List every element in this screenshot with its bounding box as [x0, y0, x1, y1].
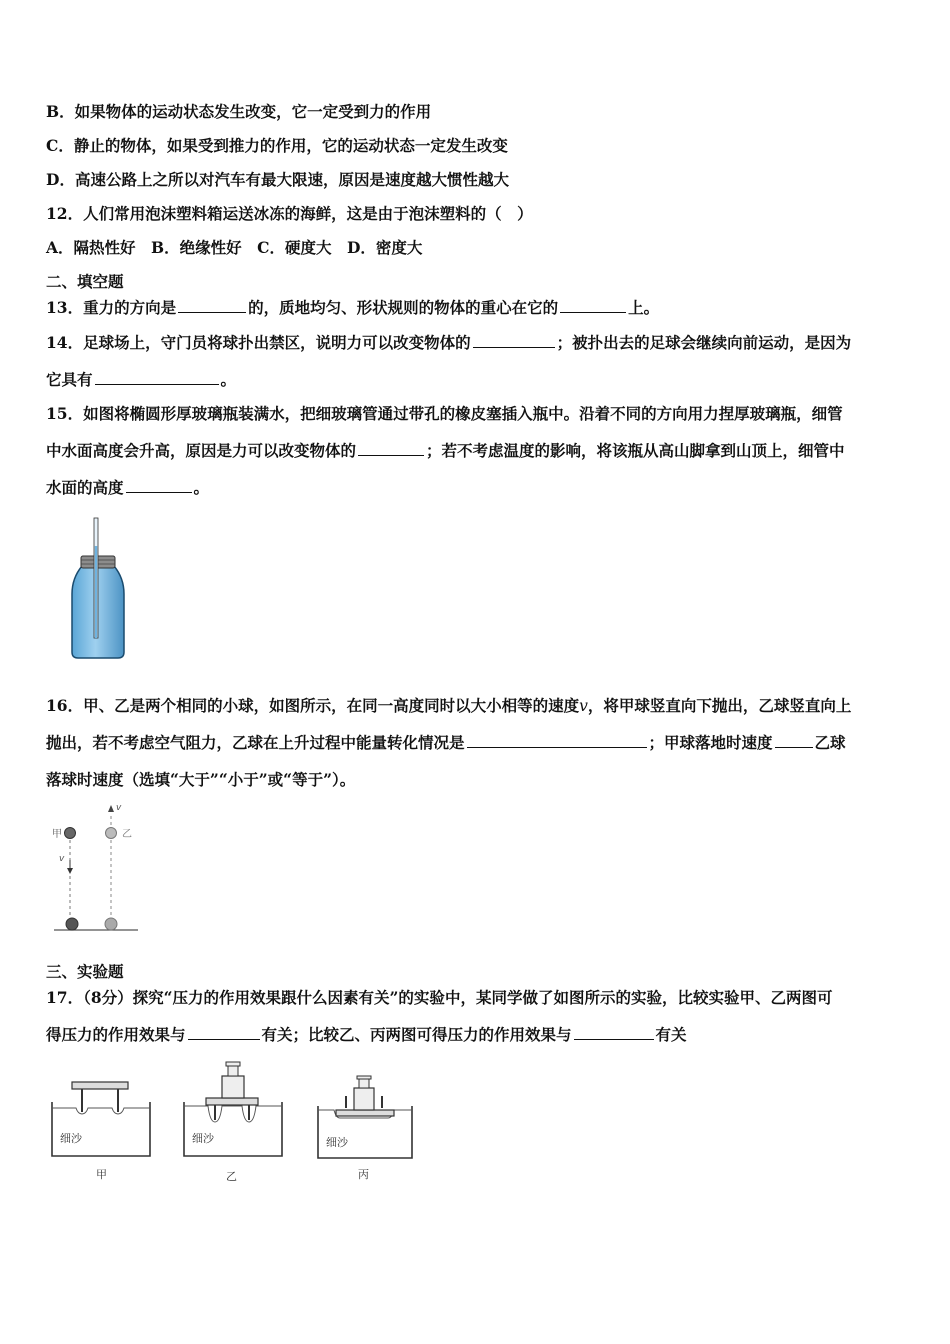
sand-label-jia: 细沙: [60, 1132, 82, 1145]
table-top-jia: [72, 1082, 128, 1089]
q13-blank-2[interactable]: [560, 298, 626, 313]
q14-line-1: [46, 333, 851, 353]
bottle-figure: [68, 516, 128, 666]
tray-bing: [318, 1076, 412, 1181]
q16-text-1b: ，将甲球竖直向下抛出，乙球竖直向上: [587, 696, 852, 715]
q16-text-2b: ；甲球落地时速度: [648, 733, 773, 752]
q15-line-3: [46, 478, 209, 498]
weight-yi: [222, 1076, 244, 1098]
balls-figure: [46, 800, 146, 938]
q16-text-1a: 16．甲、乙是两个相同的小球，如图所示，在同一高度同时以大小相等的速度: [46, 696, 580, 715]
q15-text-3a: 水面的高度: [46, 478, 124, 497]
up-arrow-icon: [108, 805, 114, 812]
q11-option-c: C．静止的物体，如果受到推力的作用，它的运动状态一定发生改变: [46, 136, 508, 155]
q16-line-1: [46, 696, 851, 716]
q15-blank-1[interactable]: [358, 441, 424, 456]
q17-text-2a: 得压力的作用效果与: [46, 1025, 186, 1044]
q13-text-3: 上。: [628, 298, 660, 317]
q13-text-2: 的，质地均匀、形状规则的物体的重心在它的: [248, 298, 559, 317]
q14-line-2: [46, 370, 236, 390]
ball-jia-ground: [66, 918, 78, 930]
ball-yi-top: [106, 828, 117, 839]
q12-stem: 12．人们常用泡沫塑料箱运送冰冻的海鲜，这是由于泡沫塑料的（ ）: [46, 204, 533, 223]
q16-velocity-symbol: v: [579, 697, 588, 715]
sand-label-bing: 细沙: [326, 1136, 348, 1149]
q14-blank-1[interactable]: [473, 333, 555, 348]
q11-option-d: D．高速公路上之所以对汽车有最大限速，原因是速度越大惯性越大: [46, 170, 509, 189]
section-fill-blank: 二、填空题: [46, 272, 124, 291]
q15-line-1: 15．如图将椭圆形厚玻璃瓶装满水，把细玻璃管通过带孔的橡皮塞插入瓶中。沿着不同的方向用力捏厚玻璃瓶，细管: [46, 404, 843, 423]
q16-blank-2[interactable]: [775, 733, 813, 748]
q16-text-2a: 抛出，若不考虑空气阻力，乙球在上升过程中能量转化情况是: [46, 733, 465, 752]
q17-line-1: 17．（8分）探究“压力的作用效果跟什么因素有关”的实验中，某同学做了如图所示的实验，比较实验甲、乙两图可: [46, 988, 833, 1007]
q16-blank-1[interactable]: [467, 733, 647, 748]
q17-text-2c: 有关: [655, 1025, 687, 1044]
q15-line-2: [46, 441, 845, 461]
tray-jia: [52, 1082, 150, 1181]
tray-yi: [184, 1062, 282, 1183]
caption-yi: 乙: [226, 1170, 237, 1183]
label-yi: 乙: [122, 829, 132, 840]
q12-options: A．隔热性好 B．绝缘性好 C．硬度大 D．密度大: [46, 238, 423, 257]
q13-text-1: 13．重力的方向是: [46, 298, 177, 317]
pressure-figure: [48, 1056, 418, 1190]
q14-text-2: ；被扑出去的足球会继续向前运动，是因为: [556, 333, 852, 352]
q17-blank-2[interactable]: [574, 1025, 654, 1040]
ball-yi-ground: [105, 918, 117, 930]
q17-text-2b: 有关；比较乙、丙两图可得压力的作用效果与: [261, 1025, 572, 1044]
q11-option-b: B．如果物体的运动状态发生改变，它一定受到力的作用: [46, 102, 432, 121]
q13-blank-1[interactable]: [178, 298, 246, 313]
weight-bing: [354, 1088, 374, 1110]
q14-blank-2[interactable]: [95, 370, 219, 385]
label-jia: 甲: [52, 829, 62, 840]
glass-tube: [94, 518, 98, 638]
q14-text-1: 14．足球场上，守门员将球扑出禁区，说明力可以改变物体的: [46, 333, 471, 352]
label-v-down: v: [59, 854, 65, 864]
q13: [46, 298, 659, 318]
q17-blank-1[interactable]: [188, 1025, 260, 1040]
q14-text-3: 它具有: [46, 370, 93, 389]
down-arrow-icon: [67, 868, 73, 874]
ball-jia-top: [65, 828, 76, 839]
caption-jia: 甲: [96, 1168, 107, 1181]
q15-text-2b: ；若不考虑温度的影响，将该瓶从高山脚拿到山顶上，细管中: [426, 441, 845, 460]
q15-text-3b: 。: [193, 478, 210, 497]
q16-line-2: [46, 733, 846, 753]
label-v-up: v: [116, 803, 122, 813]
section-experiment: 三、实验题: [46, 962, 124, 981]
table-top-bing: [336, 1110, 394, 1116]
q16-line-3: 落球时速度（选填“大于”“小于”或“等于”）。: [46, 770, 356, 789]
q16-text-2c: 乙球: [814, 733, 846, 752]
caption-bing: 丙: [358, 1168, 369, 1181]
q15-text-2a: 中水面高度会升高，原因是力可以改变物体的: [46, 441, 357, 460]
q17-line-2: [46, 1025, 687, 1045]
q14-text-4: 。: [220, 370, 237, 389]
sand-label-yi: 细沙: [192, 1132, 214, 1145]
q15-blank-2[interactable]: [126, 478, 192, 493]
